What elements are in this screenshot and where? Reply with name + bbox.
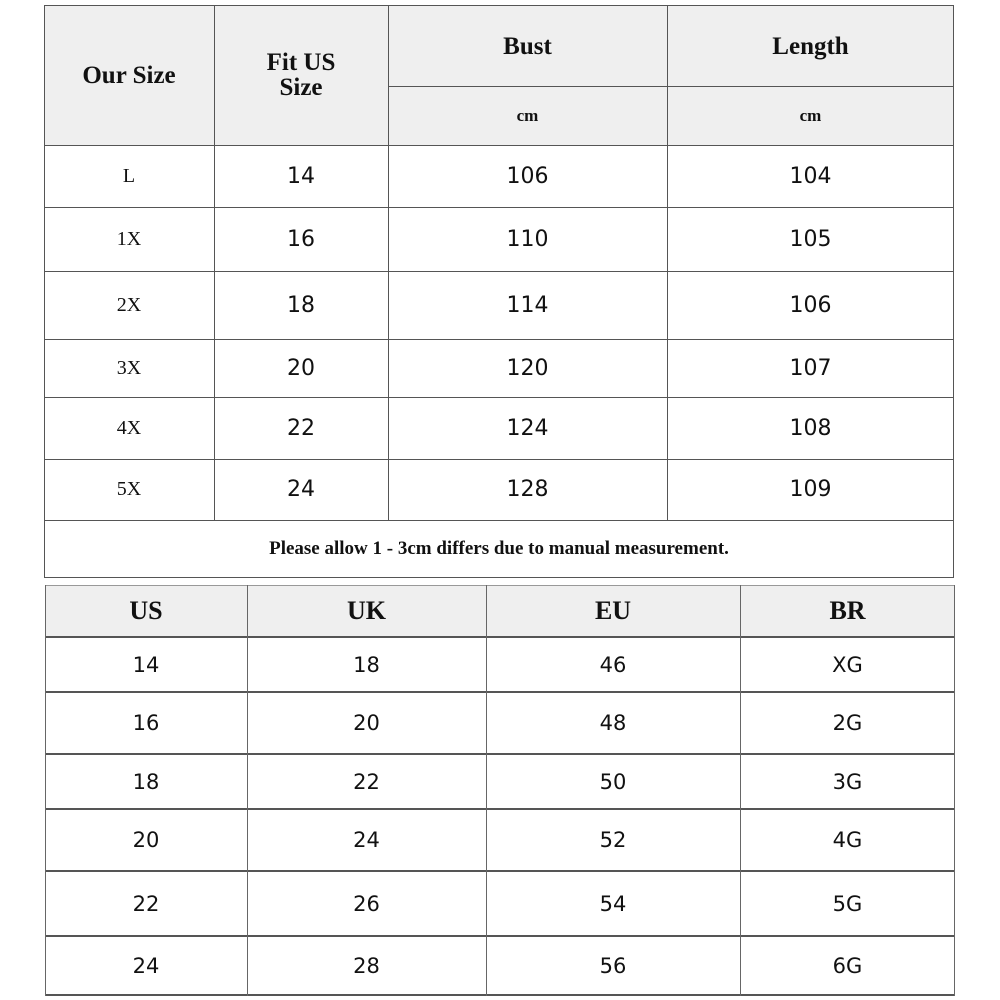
border-line — [45, 585, 955, 586]
border-line — [44, 397, 954, 398]
header-length: Length — [772, 32, 849, 60]
header-br: BR — [829, 596, 866, 625]
our-size-cell: 2X — [116, 293, 142, 316]
bust-cell: 120 — [506, 355, 549, 381]
our-size-cell: 1X — [116, 227, 142, 250]
eu-cell: 54 — [599, 891, 627, 916]
our-size-cell: L — [122, 164, 136, 187]
uk-cell: 26 — [353, 891, 380, 916]
uk-cell: 18 — [353, 652, 380, 677]
uk-cell: 28 — [353, 953, 380, 978]
border-line — [486, 585, 487, 996]
eu-cell: 50 — [599, 769, 627, 794]
border-line — [953, 5, 954, 578]
border-line — [45, 753, 955, 755]
border-line — [44, 339, 954, 340]
our-size-cell: 4X — [116, 416, 142, 439]
border-line — [954, 585, 955, 996]
br-cell: 2G — [832, 711, 863, 735]
length-cell: 106 — [789, 292, 832, 318]
border-line — [44, 207, 954, 208]
border-line — [45, 935, 955, 937]
bust-cell: 128 — [506, 477, 549, 502]
border-line — [45, 636, 955, 638]
border-line — [45, 808, 955, 810]
border-line — [45, 870, 955, 872]
size-chart-table — [44, 5, 954, 578]
header-bust-unit: cm — [516, 106, 539, 125]
header-fit-us-line1: Fit US — [266, 49, 336, 76]
eu-cell: 48 — [599, 711, 627, 735]
size-conversion-table — [45, 585, 955, 997]
border-line — [44, 459, 954, 460]
fit-us-cell: 20 — [287, 355, 315, 381]
header-eu: EU — [594, 596, 632, 625]
br-cell: 4G — [832, 828, 863, 852]
us-cell: 24 — [132, 953, 160, 978]
border-line — [44, 5, 45, 578]
fit-us-cell: 16 — [287, 226, 315, 252]
br-cell: XG — [832, 652, 863, 677]
us-cell: 14 — [132, 652, 160, 677]
fit-us-cell: 24 — [287, 477, 315, 502]
br-cell: 3G — [832, 769, 863, 794]
border-line — [45, 585, 46, 996]
length-cell: 104 — [789, 163, 832, 189]
border-line — [247, 585, 248, 996]
our-size-cell: 5X — [116, 478, 142, 500]
eu-cell: 56 — [599, 953, 627, 978]
length-cell: 109 — [789, 477, 832, 502]
us-cell: 18 — [132, 769, 160, 794]
border-line — [388, 86, 954, 87]
bust-cell: 124 — [506, 415, 549, 441]
length-cell: 105 — [789, 226, 832, 252]
eu-cell: 52 — [599, 828, 627, 852]
us-cell: 16 — [132, 711, 160, 735]
fit-us-cell: 18 — [287, 292, 315, 318]
border-line — [45, 994, 955, 996]
border-line — [44, 271, 954, 272]
border-line — [214, 5, 215, 520]
border-line — [45, 691, 955, 693]
br-cell: 5G — [832, 891, 863, 916]
fit-us-cell: 14 — [287, 163, 315, 189]
fit-us-cell: 22 — [287, 415, 315, 441]
header-length-unit: cm — [799, 106, 822, 125]
header-fit-us-size — [214, 5, 388, 145]
border-line — [740, 585, 741, 996]
uk-cell: 22 — [353, 769, 380, 794]
border-line — [667, 5, 668, 520]
header-bust: Bust — [503, 32, 552, 60]
bust-cell: 114 — [506, 292, 549, 318]
length-cell: 108 — [789, 415, 832, 441]
measurement-note: Please allow 1 - 3cm differs due to manual measurement. — [269, 538, 729, 559]
border-line — [44, 5, 954, 6]
us-cell: 22 — [132, 891, 160, 916]
br-cell: 6G — [832, 953, 863, 978]
us-cell: 20 — [132, 828, 160, 852]
uk-cell: 24 — [353, 828, 380, 852]
header-uk: UK — [347, 596, 386, 625]
border-line — [388, 5, 389, 520]
header-fit-us-line2: Size — [279, 74, 323, 101]
bust-cell: 106 — [506, 163, 549, 189]
border-line — [44, 145, 954, 146]
bust-cell: 110 — [506, 226, 549, 252]
uk-cell: 20 — [353, 711, 380, 735]
border-line — [44, 577, 954, 578]
header-our-size: Our Size — [82, 61, 176, 89]
eu-cell: 46 — [599, 652, 627, 677]
our-size-cell: 3X — [116, 356, 142, 379]
length-cell: 107 — [789, 355, 832, 381]
header-us: US — [129, 596, 163, 625]
border-line — [44, 520, 954, 521]
